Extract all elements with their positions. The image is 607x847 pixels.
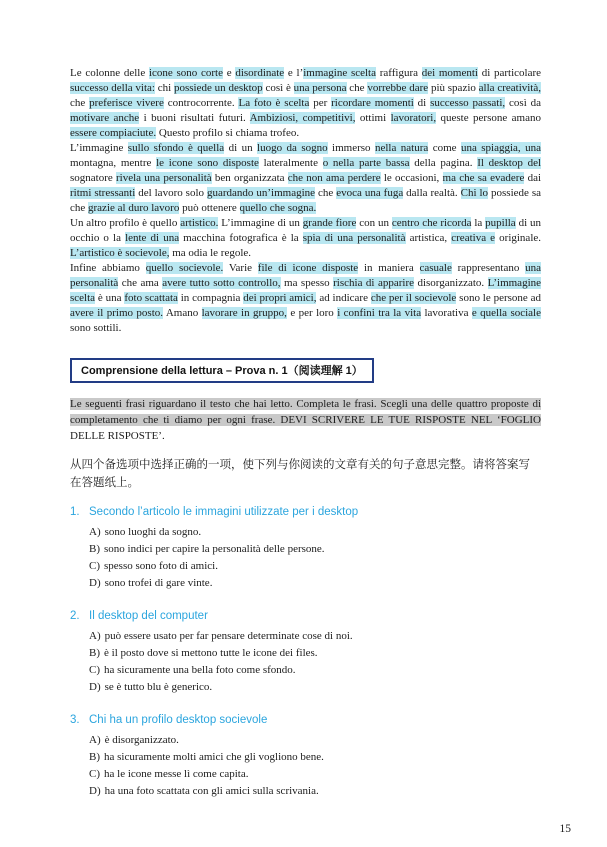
question-1-heading bbox=[70, 506, 541, 518]
passage-paragraph-1: Le colonne delle icone sono corte e disordinate e l’immagine scelta raffigura dei momenti di particolare successo della vita: chi possiede un desktop così è una persona che vorrebbe dare più spazio alla creatività, che preferisce vivere controcorrente. La foto è scelta per ricordare momenti di successo passati, così da motivare anche i buoni risultati futuri. Ambiziosi, competitivi, ottimi lavoratori, queste persone amano essere compiaciute. Questo profilo si chiama trofeo. bbox=[70, 67, 541, 139]
question-2-options bbox=[70, 628, 541, 696]
section-title: Comprensione della lettura – Prova n. 1（阅读理解 1） bbox=[81, 365, 363, 377]
question-1 bbox=[70, 506, 541, 592]
questions-list bbox=[70, 506, 541, 800]
passage-paragraph-3: Un altro profilo è quello artistico. L’immagine di un grande fiore con un centro che ricorda la pupilla di un occhio o la lente di una macchina fotografica è la spia di una personalità artistica, creativa e originale. L’artistico è socievole, ma odia le regole. bbox=[70, 217, 542, 259]
question-2-heading bbox=[70, 610, 541, 622]
question-2-prompt: Il desktop del computer bbox=[89, 610, 208, 622]
question-1-option-b: B) sono indici per capire la personalità delle persone. bbox=[89, 543, 325, 555]
question-2-option-b: B) è il posto dove si mettono tutte le icone dei files. bbox=[89, 647, 318, 659]
question-1-options bbox=[70, 524, 541, 592]
reading-passage bbox=[70, 66, 541, 336]
question-3 bbox=[70, 714, 541, 800]
task-instruction-chinese: 从四个备选项中选择正确的一项，使下列与你阅读的文章有关的句子意思完整。请将答案写在答题纸上。 bbox=[70, 459, 530, 489]
question-1-option-c: C) spesso sono foto di amici. bbox=[89, 560, 218, 572]
question-3-heading bbox=[70, 714, 541, 726]
question-2-number: 2. bbox=[70, 610, 80, 622]
question-3-option-d: D) ha una foto scattata con gli amici sulla scrivania. bbox=[89, 785, 319, 797]
question-3-options bbox=[70, 732, 541, 800]
question-3-option-c: C) ha le icone messe lì come capita. bbox=[89, 768, 249, 780]
question-3-prompt: Chi ha un profilo desktop socievole bbox=[89, 714, 268, 726]
passage-paragraph-2: L’immagine sullo sfondo è quella di un luogo da sogno immerso nella natura come una spiaggia, una montagna, mentre le icone sono disposte lateralmente o nella parte bassa della pagina. Il desktop del sognatore rivela una personalità ben organizzata che non ama perdere le occasioni, ma che sa evadere dai ritmi stressanti del lavoro solo guardando un’immagine che evoca una fuga dalla realtà. Chi lo possiede sa che grazie al duro lavoro può ottenere quello che sogna. bbox=[70, 142, 542, 214]
question-1-option-d: D) sono trofei di gare vinte. bbox=[89, 577, 213, 589]
page-number: 15 bbox=[559, 823, 571, 835]
section-header-row bbox=[70, 358, 541, 383]
question-3-option-a: A) è disorganizzato. bbox=[89, 734, 179, 746]
question-3-option-b: B) ha sicuramente molti amici che gli vogliono bene. bbox=[89, 751, 324, 763]
question-2-option-d: D) se è tutto blu è generico. bbox=[89, 681, 213, 693]
question-1-prompt: Secondo l’articolo le immagini utilizzate per i desktop bbox=[89, 506, 359, 518]
question-2-option-c: C) ha sicuramente una bella foto come sfondo. bbox=[89, 664, 296, 676]
question-2-option-a: A) può essere usato per far pensare determinate cose di noi. bbox=[89, 630, 353, 642]
question-3-number: 3. bbox=[70, 714, 80, 726]
section-header-box bbox=[70, 358, 374, 383]
question-1-option-a: A) sono luoghi da sogno. bbox=[89, 526, 202, 538]
task-instruction-italian: Le seguenti frasi riguardano il testo che hai letto. Completa le frasi. Scegli una delle quattro proposte di completamento che ti diamo per ogni frase. DEVI SCRIVERE LE TUE RISPOSTE NEL ‘FOGLIO DELLE RISPOSTE’. bbox=[70, 398, 541, 442]
question-1-number: 1. bbox=[70, 506, 80, 518]
question-2 bbox=[70, 610, 541, 696]
passage-paragraph-4: Infine abbiamo quello socievole. Varie file di icone disposte in maniera casuale rappresentano una personalità che ama avere tutto sotto controllo, ma spesso rischia di apparire disorganizzato. L’immagine scelta è una foto scattata in compagnia dei propri amici, ad indicare che per il socievole sono le persone ad avere il primo posto. Amano lavorare in gruppo, e per loro i confini tra la vita lavorativa e quella sociale sono sottili. bbox=[70, 262, 542, 334]
